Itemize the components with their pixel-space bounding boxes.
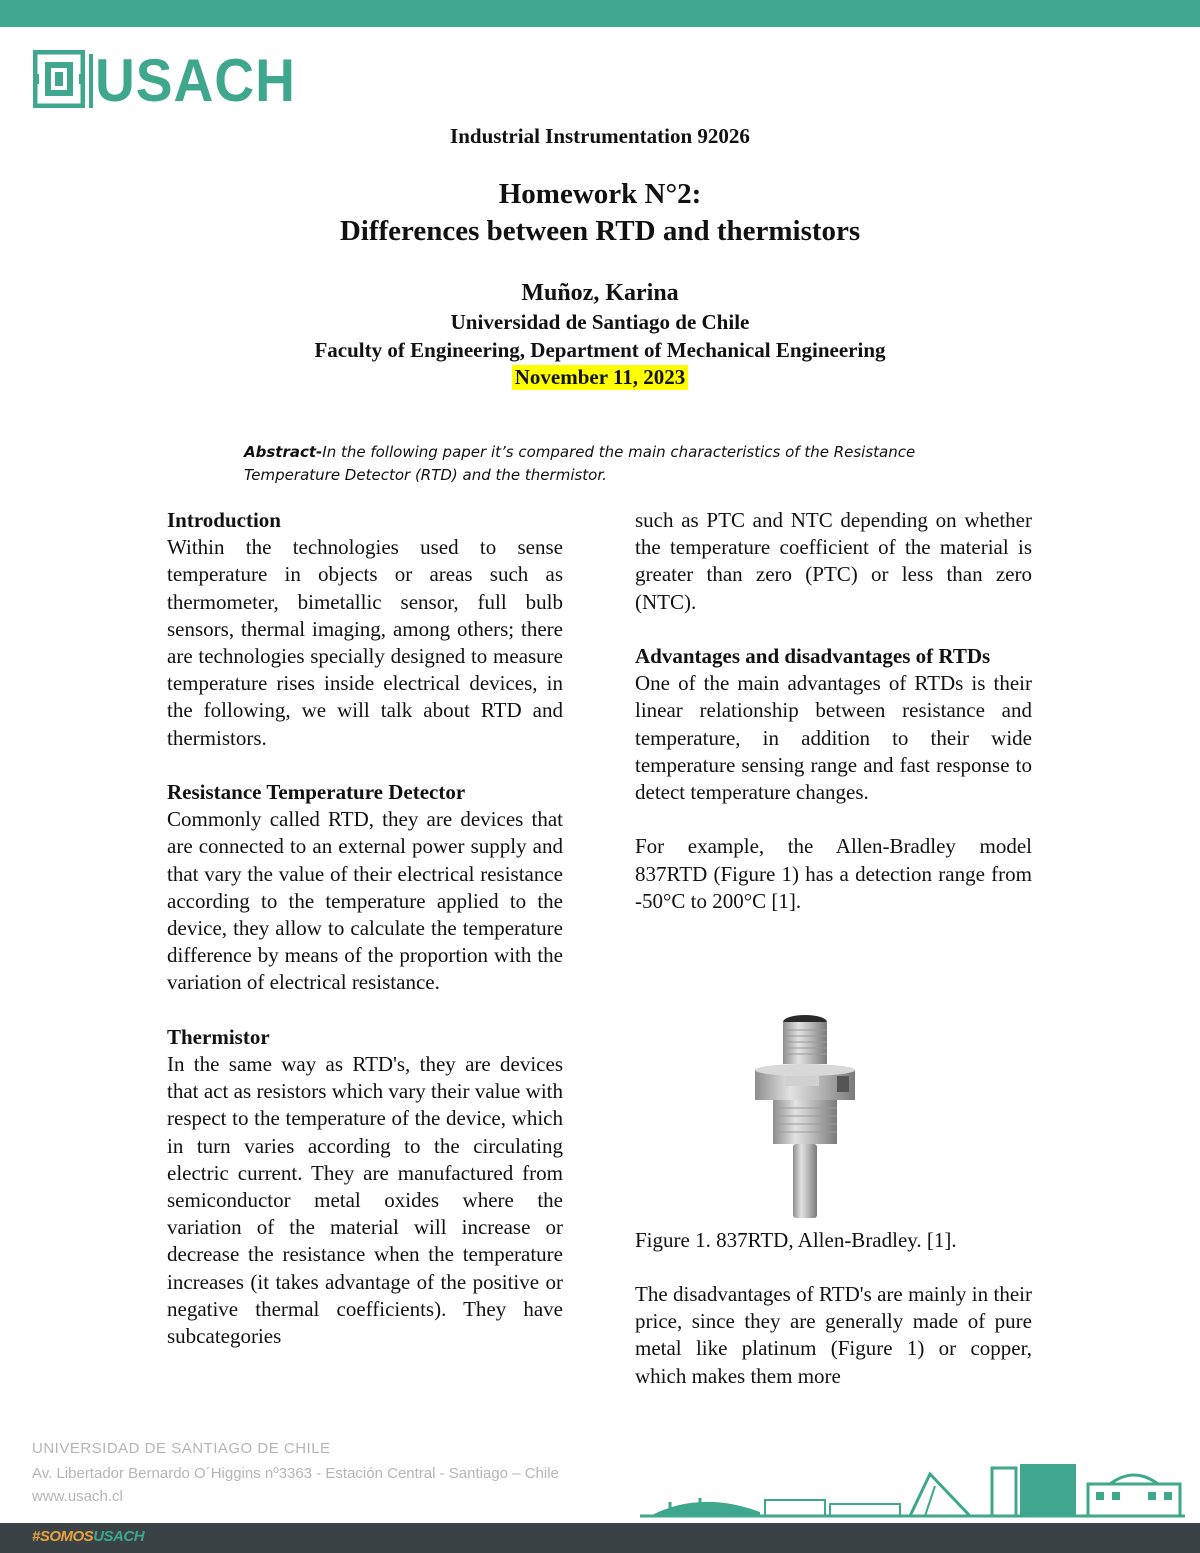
right-column-bottom: [635, 1281, 1032, 1390]
course-name: Industrial Instrumentation 92026: [450, 124, 750, 148]
footer-website-link[interactable]: www.usach.cl: [32, 1488, 123, 1505]
right-column: [635, 507, 1032, 915]
disadvantages-paragraph: The disadvantages of RTD's are mainly in their price, since they are generally made of pure metal like platinum (Figure 1) or copper, which makes them more: [635, 1282, 1032, 1388]
date-container: [0, 365, 1200, 390]
rtd-paragraph: Commonly called RTD, they are devices that are connected to an external power supply and that vary the value of their electrical resistance according to the temperature applied to the device, they allow to calculate the temperature difference by means of the proportion with the variation of electrical resistance.: [167, 807, 563, 995]
footer-university: UNIVERSIDAD DE SANTIAGO DE CHILE: [32, 1440, 331, 1457]
author-name: Muñoz, Karina: [521, 280, 679, 306]
left-column: [167, 507, 563, 1350]
title-line-2: Differences between RTD and thermistors: [339, 215, 861, 247]
section-heading-advantages: Advantages and disadvantages of RTDs: [635, 644, 991, 668]
rtd-sensor-image: [705, 1000, 905, 1225]
hashtag-suffix: USACH: [93, 1528, 145, 1545]
section-heading-thermistor: Thermistor: [167, 1024, 270, 1049]
campus-skyline-illustration: [640, 1462, 1185, 1522]
figure-caption: Figure 1. 837RTD, Allen-Bradley. [1].: [635, 1228, 957, 1252]
bottom-footer-bar: [0, 1523, 1200, 1553]
section-heading-introduction: Introduction: [167, 508, 281, 532]
thermistor-paragraph: In the same way as RTD's, they are devices that act as resistors which vary their value with respect to the temperature of the device, which in turn varies according to the circulating electric current. They are manufactured from semiconductor metal oxides where the variation of the material will increase or decrease the resistance when the temperature increases (it takes advantage of the positive or negative thermal coefficients). They have subcategories: [167, 1052, 563, 1349]
abstract-text: In the following paper it’s compared the main characteristics of the Resistance Temperature Detector (RTD) and the thermistor.: [244, 443, 916, 484]
usach-logo: [33, 47, 296, 114]
introduction-paragraph: Within the technologies used to sense temperature in objects or areas such as thermometer, bimetallic sensor, full bulb sensors, thermal imaging, among others; there are technologies specially designed to measure temperature rises inside electrical devices, in the following, we will talk about RTD and thermistors.: [167, 535, 563, 750]
affiliation-faculty: Faculty of Engineering, Department of Mechanical Engineering: [314, 338, 886, 362]
abstract-label: Abstract-: [244, 443, 323, 461]
section-heading-rtd: Resistance Temperature Detector: [167, 780, 466, 805]
affiliation-university: Universidad de Santiago de Chile: [450, 310, 750, 334]
advantages-paragraph: One of the main advantages of RTDs is their linear relationship between resistance and temperature, in addition to their wide temperature sensing range and fast response to detect temperature changes.: [635, 671, 1032, 805]
document-date: November 11, 2023: [512, 365, 689, 390]
thermistor-continuation-paragraph: such as PTC and NTC depending on whether the temperature coefficient of the material is greater than zero (PTC) or less than zero (NTC).: [635, 508, 1032, 614]
logo-wordmark: USACH: [95, 47, 296, 114]
logo-divider: [89, 54, 93, 108]
abstract: [244, 441, 964, 487]
usach-emblem-icon: [33, 50, 85, 108]
top-brand-bar: [0, 0, 1200, 27]
example-paragraph: For example, the Allen-Bradley model 837RTD (Figure 1) has a detection range from -50°C to 200°C [1].: [635, 834, 1032, 913]
somos-usach-hashtag: [32, 1528, 144, 1545]
hashtag-prefix: #SOMOS: [32, 1528, 94, 1545]
title-line-1: Homework N°2:: [498, 178, 702, 210]
footer-address: Av. Libertador Bernardo O´Higgins nº3363 - Estación Central - Santiago – Chile: [32, 1465, 559, 1482]
